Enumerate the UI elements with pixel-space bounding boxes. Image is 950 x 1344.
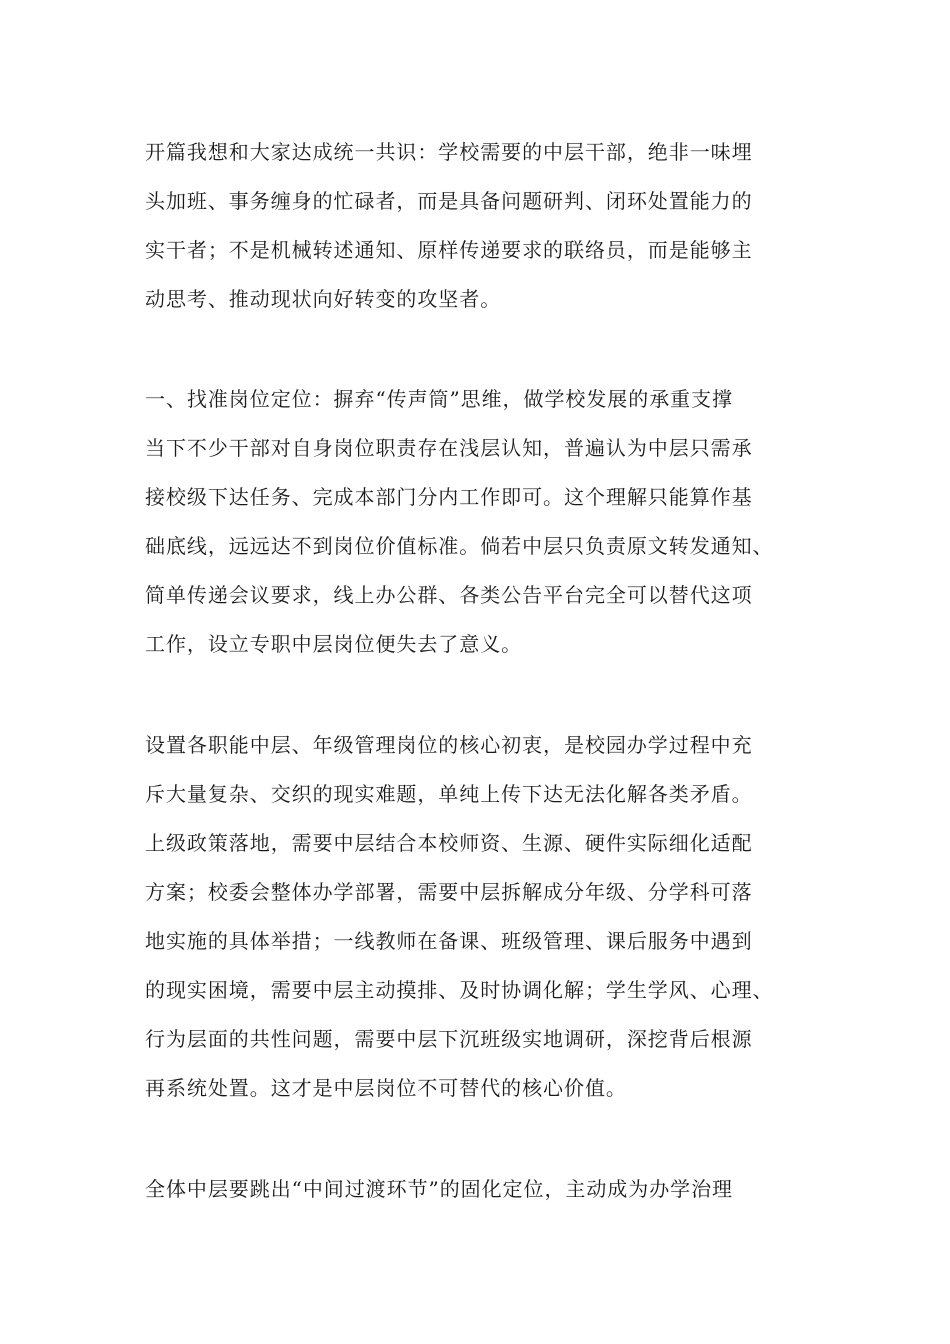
text-line: 头加班、事务缠身的忙碌者，而是具备问题研判、闭环处置能力的: [145, 189, 753, 213]
section-heading: 一、找准岗位定位：摒弃“传声筒”思维，做学校发展的承重支撑: [145, 387, 733, 411]
text-line: 工作，设立专职中层岗位便失去了意义。: [145, 632, 523, 656]
text-line: 的现实困境，需要中层主动摸排、及时协调化解；学生学风、心理、: [145, 978, 774, 1002]
text-line: 接校级下达任务、完成本部门分内工作即可。这个理解只能算作基: [145, 485, 753, 509]
text-line: 简单传递会议要求，线上办公群、各类公告平台完全可以替代这项: [145, 583, 753, 607]
text-line: 上级政策落地，需要中层结合本校师资、生源、硬件实际细化适配: [145, 831, 753, 855]
text-line: 地实施的具体举措；一线教师在备课、班级管理、课后服务中遇到: [145, 929, 753, 953]
text-line: 实干者；不是机械转述通知、原样传递要求的联络员，而是能够主: [145, 238, 753, 262]
text-line: 方案；校委会整体办学部署，需要中层拆解成分年级、分学科可落: [145, 880, 753, 904]
text-line: 斥大量复杂、交织的现实难题，单纯上传下达无法化解各类矛盾。: [145, 782, 753, 806]
text-line: 当下不少干部对自身岗位职责存在浅层认知，普遍认为中层只需承: [145, 436, 753, 460]
text-line: 开篇我想和大家达成统一共识：学校需要的中层干部，绝非一味埋: [145, 140, 753, 164]
text-line: 动思考、推动现状向好转变的攻坚者。: [145, 287, 502, 311]
text-line: 行为层面的共性问题，需要中层下沉班级实地调研，深挖背后根源: [145, 1027, 753, 1051]
text-line: 设置各职能中层、年级管理岗位的核心初衷，是校园办学过程中充: [145, 733, 753, 757]
text-line: 再系统处置。这才是中层岗位不可替代的核心价值。: [145, 1076, 627, 1100]
text-line: 础底线，远远达不到岗位价值标准。倘若中层只负责原文转发通知、: [145, 534, 774, 558]
text-line: 全体中层要跳出“中间过渡环节”的固化定位，主动成为办学治理: [145, 1177, 733, 1201]
